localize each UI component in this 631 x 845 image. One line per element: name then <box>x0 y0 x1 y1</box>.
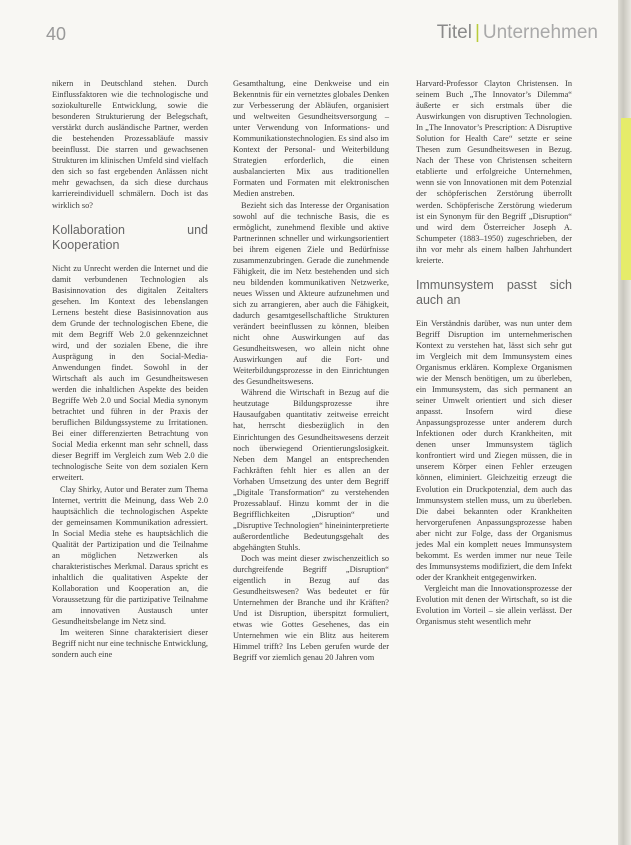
section-subtitle: Unternehmen <box>482 22 598 43</box>
text-column-3 <box>416 78 572 627</box>
paragraph: Während die Wirtschaft in Bezug auf die heutzutage Bildungsprozesse ihre Hausaufgaben quantitativ zeitweise erreicht hat, herrscht diesbezüglich in den Einrichtungen des Gesundheitswesens derzeit noch überwiegend Orientierungslosigkeit. Neben dem Mangel an entsprechenden Fachkräften fehlt hier es allen an der Vorhaben Umsetzung des unter dem Begriff „Digitale Transformation“ zu verstehenden Prozessablauf. Hinzu kommt der in die Begrifflichkeiten „Disruption“ und „Disruptive Technologien“ hineininterpretierte außerordentliche Bedeutungsgehalt des abgehängten Stuhls. <box>233 388 389 552</box>
paragraph: Harvard-Professor Clayton Christensen. In seinem Buch „The Innovator’s Dilemma“ äußerte er sich erstmals über die Auswirkungen von disruptiven Technologien. In „The Innovator’s Prescription: A Disruptive Solution for Health Care“ setzte er seine Thesen zum Gesundheitswesen in Bezug. Nach der These von Christensen scheitern etablierte und erfolgreiche Unternehmen, wenn sie von Innovationen mit dem Potenzial der schöpferischen Zerstörung überrollt werden. Schöpferische Zerstörung wiederum ist ein Synonym für den Begriff „Disruption“ und wird dem Österreicher Joseph A. Schumpeter (1883–1950) zugeschrieben, der ihn vor mehr als einem halben Jahrhundert kreierte. <box>416 79 572 265</box>
section-tab-marker <box>621 118 631 280</box>
paragraph: Nicht zu Unrecht werden die Internet und die damit verbundenen Technologien als Basisinnovation des digitalen Zeitalters gesehen. Im Kontext des lebenslangen Lernens besteht diese Basisinnovation aus dem Grunde der technologischen Ebene, die mit dem Begriff Web 2.0 gekennzeichnet wird, und der sozialen Ebene, die ihre Ausprägung in den Social-Media-Anwendungen findet. Sowohl in der Wirtschaft als auch im Gesundheitswesen werden die inhaltlichen Aspekte des beiden Begriffe Web 2.0 und Social Media synonym betrachtet und führen in der Praxis der beruflichen Bildungssysteme zu Irritationen. Bei einer differenzierten Betrachtung von Social Media erkennt man sehr schnell, dass dieser Begriff im Vergleich zum Web 2.0 die technologische Seite von dem sozialen Kern erweitert. <box>52 263 208 483</box>
section-heading: Immunsystem passt sich auch an <box>416 277 572 307</box>
paragraph: Clay Shirky, Autor und Berater zum Thema Internet, vertritt die Meinung, dass Web 2.0 hauptsächlich die technologischen Aspekte der gemeinsamen Kommunikation adressiert. In Social Media stehe es hauptsächlich die Qualität der Partizipation und die Teilnahme an möglichen Netzwerken als charakteristisches Merkmal. Daraus spricht es inhaltlich die qualitativen Aspekte der Kollaboration und Kooperation an, die Voraussetzung für die partizipative Teilnahme am innovativen Austausch unter Gesundheitsbelange im Netz sind. <box>52 484 208 627</box>
paragraph: Im weiteren Sinne charakterisiert dieser Begriff nicht nur eine technische Entwicklung, sondern auch eine <box>52 628 209 660</box>
paragraph: Doch was meint dieser zwischenzeitlich so durchgreifende Begriff „Disruption“ eigentlich in Bezug auf das Gesundheitswesen? Was bedeutet er für Unternehmen der Branche und ihr Kräften? Und ist Disruption, überspitzt formuliert, etwas wie Gottes Gesehenes, das ein Unternehmen wie ein Blitz aus heiterem Himmel trifft? Ins Leben gerufen wurde der Begriff vor ziemlich genau 20 Jahren vom <box>233 554 389 663</box>
paragraph: Vergleicht man die Innovationsprozesse der Evolution mit denen der Wirtschaft, so ist die Evolution im Vorteil – sie allein verlässt. Der Organismus steht wesentlich mehr <box>416 583 572 627</box>
paragraph: Ein Verständnis darüber, was nun unter dem Begriff Disruption im unternehmerischen Kontext zu verstehen hat, lässt sich sehr gut im Vergleich mit dem Immunsystem eines Organismus erklären. Komplexe Organismen wie der Mensch benötigen, um zu überleben, ein Immunsystem, das sich permanent an seiner Umwelt orientiert und sich dieser anpasst. Insofern wird diese Anpassungsprozesse unter anderem durch Infektionen oder durch Krankheiten, mit denen unser Immunsystem täglich konfrontiert wird und Ziegen müssen, die in unserem Körper einen Fehler erzeugen können, eliminiert. Gleichzeitig erzeugt die Evolution ein Druckpotenzial, dem auch das Immunsystem stellen muss, um zu überleben. Die dabei bekannten oder Krankheiten hervorgerufenen Anpassungsprozesse haben aber nicht zur Folge, dass der Organismus jedes Mal ein komplett neues Immunsystem bekommt. Es werden immer nur neue Teile des Immunsystems modifiziert, die dem Infekt oder der Krankheit entgegenwirken. <box>416 318 572 582</box>
paragraph: Gesamthaltung, eine Denkweise und ein Bekenntnis für ein vernetztes globales Denken zur Verbesserung der Abläufen, organisiert und weltweiten Gesundheitsversorgung – unter Verwendung von Informations- und Kommunikationstechnologien. Es sind also im Kontext der Personal- und Weiterbildung Strategien erforderlich, die einen ausbalancierten Mix aus traditionellen Formaten und Formaten mit elektronischen Medien anstreben. <box>233 79 389 199</box>
paragraph: nikern in Deutschland stehen. Durch Einflussfaktoren wie die technologische und soziokulturelle Entwicklung, sowie die besonderen Strukturierung der Belegschaft, verstärkt durch ausländische Partner, werden die bestehenden Prozessabläufe massiv beeinflusst. Die starren und gewachsenen Strukturen im klinischen Umfeld sind vielfach den sich so fast ergebenden Anlässen nicht mehr gewachsen, da sich diese durchaus karriereindividuell schmälern. Doch ist das wirklich so? <box>52 79 208 210</box>
text-column-1 <box>52 78 208 660</box>
page-number: 40 <box>46 24 67 44</box>
section-header <box>437 22 598 44</box>
paragraph: Bezieht sich das Interesse der Organisation sowohl auf die technische Basis, die es ermöglicht, zunehmend flexible und aktive Partnerinnen schneller und wirkungsorientiert bei ihrem eigenen Ziele und Bedürfnisse zusammenzubringen. Gerade die zunehmende Fähigkeit, die im Netz bestehenden und sich neu bildenden kommunikativen Netzwerke, neues Wissen und Akteure aufzunehmen und sich zu arrangieren, aber auch die Fähigkeit, dadurch gesamtgesellschaftliche Strukturen verändert beeinflussen zu können, bleiben nicht ohne Auswirkungen auf das Gesundheitswesen, wo allein nicht ohne Auswirkungen auf die Fort- und Weiterbildungsprozesse in den Einrichtungen des Gesundheitswesens. <box>233 200 389 387</box>
section-title: Titel <box>436 22 472 43</box>
text-column-2 <box>233 78 389 663</box>
header-separator: | <box>474 22 480 43</box>
section-heading: Kollaboration und Kooperation <box>52 222 208 252</box>
